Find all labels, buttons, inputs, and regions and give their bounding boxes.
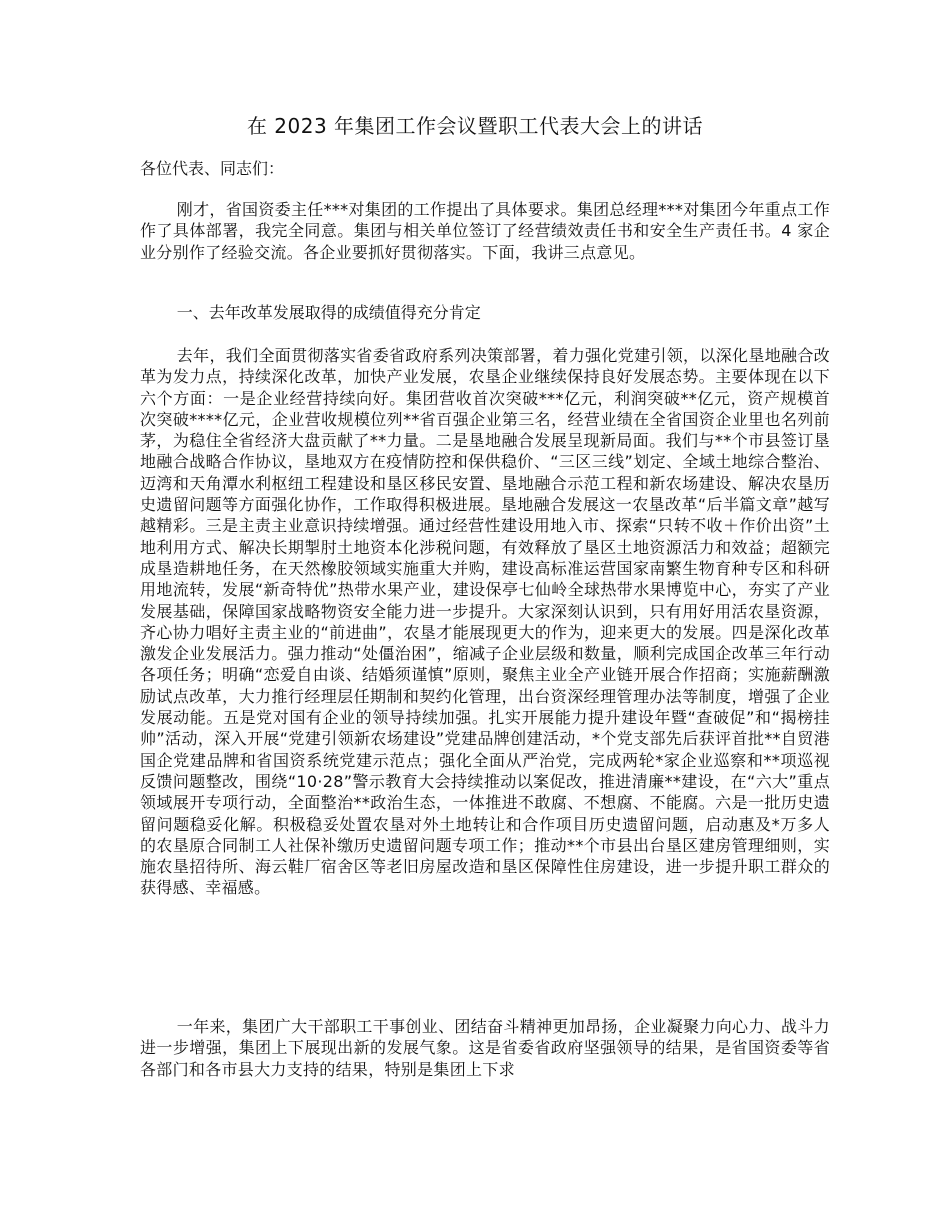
salutation: 各位代表、同志们： (140, 159, 285, 178)
section-heading-1: 一、去年改革发展取得的成绩值得充分肯定 (176, 303, 481, 322)
paragraph-summary: 一年来，集团广大干部职工干事创业、团结奋斗精神更加昂扬，企业凝聚力向心力、战斗力进一步增强，集团上下展现出新的发展气象。这是省委省政府坚强领导的结果，是省国资委等省各部门和各市县大力支持的结果，特别是集团上下求 (140, 1017, 830, 1079)
document-title: 在 2023 年集团工作会议暨职工代表大会上的讲话 (246, 114, 704, 138)
paragraph-intro: 刚才，省国资委主任***对集团的工作提出了具体要求。集团总经理***对集团今年重点工作作了具体部署，我完全同意。集团与相关单位签订了经营绩效责任书和安全生产责任书。4 家企业分别作了经验交流。各企业要抓好贯彻落实。下面，我讲三点意见。 (140, 200, 830, 262)
paragraph-achievements: 去年，我们全面贯彻落实省委省政府系列决策部署，着力强化党建引领，以深化垦地融合改革为发力点，持续深化改革，加快产业发展，农垦企业继续保持良好发展态势。主要体现在以下六个方面：一是企业经营持续向好。集团营收首次突破***亿元，利润突破**亿元，资产规模首次突破****亿元，企业营收规模位列**省百强企业第三名，经营业绩在全省国资企业里也名列前茅，为稳住全省经济大盘贡献了**力量。二是垦地融合发展呈现新局面。我们与**个市县签订垦地融合战略合作协议，垦地双方在疫情防控和保供稳价、“三区三线”划定、全域土地综合整治、迈湾和天角潭水利枢纽工程建设和垦区移民安置、垦地融合示范工程和新农场建设、解决农垦历史遗留问题等方面强化协作，工作取得积极进展。垦地融合发展这一农垦改革“后半篇文章”越写越精彩。三是主责主业意识持续增强。通过经营性建设用地入市、探索“只转不收＋作价出资”土地利用方式、解决长期掣肘土地资本化涉税问题，有效释放了垦区土地资源活力和效益；超额完成垦造耕地任务，在天然橡胶领域实施重大并购，建设高标准运营国家南繁生物育种专区和科研用地流转，发展“新奇特优”热带水果产业，建设保亭七仙岭全球热带水果博览中心，夯实了产业发展基础，保障国家战略物资安全能力进一步提升。大家深刻认识到，只有用好用活农垦资源，齐心协力唱好主责主业的“前进曲”，农垦才能展现更大的作为，迎来更大的发展。四是深化改革激发企业发展活力。强力推动“处僵治困”，缩减子企业层级和数量，顺利完成国企改革三年行动各项任务；明确“恋爱自由谈、结婚须谨慎”原则，聚焦主业全产业链开展合作招商；实施薪酬激励试点改革，大力推行经理层任期制和契约化管理，出台资深经理管理办法等制度，增强了企业发展动能。五是党对国有企业的领导持续加强。扎实开展能力提升建设年暨“查破促”和“揭榜挂帅”活动，深入开展“党建引领新农场建设”党建品牌创建活动，*个党支部先后获评首批**自贸港国企党建品牌和省国资系统党建示范点；强化全面从严治党，完成两轮*家企业巡察和**项巡视反馈问题整改，围绕“10·28”警示教育大会持续推动以案促改，推进清廉**建设，在“六大”重点领域展开专项行动，全面整治**政治生态，一体推进不敢腐、不想腐、不能腐。六是一批历史遗留问题稳妥化解。积极稳妥处置农垦对外土地转让和合作项目历史遗留问题，启动惠及*万多人的农垦原合同制工人社保补缴历史遗留问题专项工作；推动**个市县出台垦区建房管理细则，实施农垦招待所、海云鞋厂宿舍区等老旧房屋改造和垦区保障性住房建设，进一步提升职工群众的获得感、幸福感。 (140, 346, 830, 898)
